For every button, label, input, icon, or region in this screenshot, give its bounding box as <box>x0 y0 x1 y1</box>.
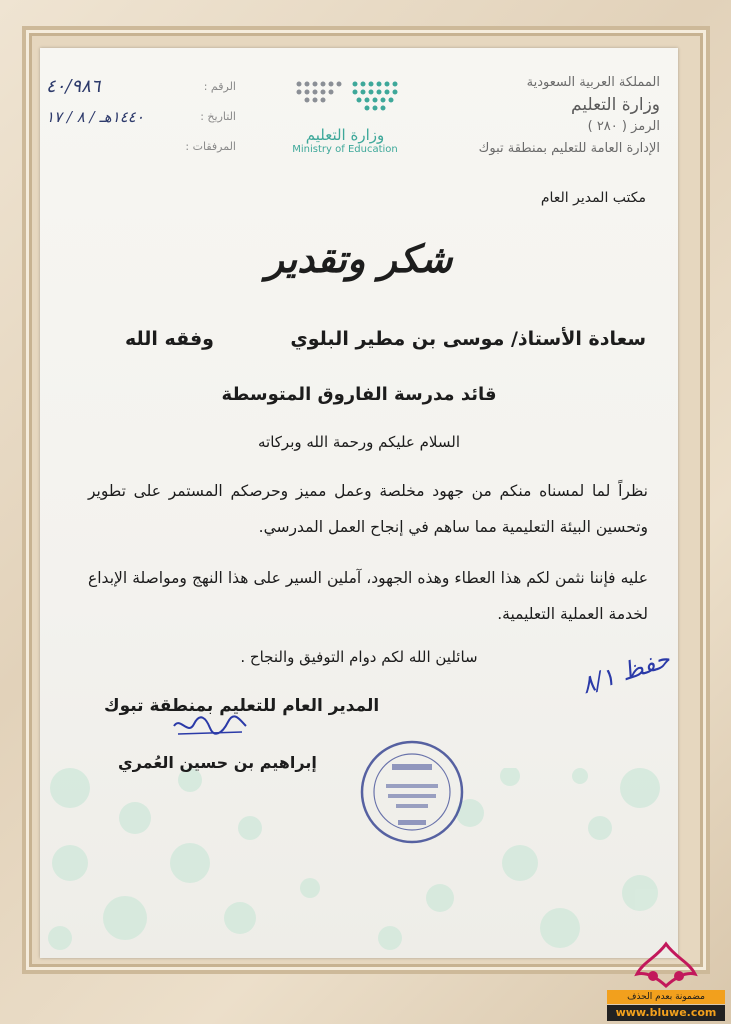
date-label: التاريخ : <box>200 110 236 123</box>
paragraph-2: عليه فإننا نثمن لكم هذا العطاء وهذه الجهود، آملين السير على هذا النهج ومواصلة الإبداع لخدمة العملية التعليمية. <box>88 569 648 623</box>
brand-logo-icon <box>631 940 701 990</box>
certificate-paper <box>40 48 678 958</box>
number-value: ٤٠/٩٨٦ <box>46 76 101 97</box>
certificate-title: شكر وتقدير <box>265 236 453 281</box>
reference-block <box>46 72 236 162</box>
signatory-name: إبراهيم بن حسين العُمري <box>118 753 317 772</box>
paragraph-1: نظراً لما لمسناه منكم من جهود مخلصة وعمل مميز وحرصكم المستمر على تطوير وتحسين البيئة التعليمية مما ساهم في إنجاح العمل المدرسي. <box>88 482 648 536</box>
signatory-title: المدير العام للتعليم بمنطقة تبوك <box>104 696 380 716</box>
ministry-code: الرمز ( ٢٨٠ ) <box>587 119 660 134</box>
handwritten-note: حفظ ٨/١ <box>577 644 674 700</box>
directorate-name: الإدارة العامة للتعليم بمنطقة تبوك <box>478 141 660 156</box>
ministry-logo-icon <box>285 76 405 124</box>
greeting: السلام عليكم ورحمة الله وبركاته <box>258 433 460 451</box>
addressee-position: قائد مدرسة الفاروق المتوسطة <box>221 384 497 405</box>
country-name: المملكة العربية السعودية <box>526 75 660 90</box>
number-label: الرقم : <box>203 80 236 93</box>
attachments-label: المرفقات : <box>185 140 236 153</box>
office-name: مكتب المدير العام <box>540 190 646 206</box>
logo-english-text: Ministry of Education <box>292 144 398 155</box>
brand-url: www.bluwe.com <box>607 1005 725 1021</box>
brand-caption: مضمونة بعدم الحذف <box>607 990 725 1004</box>
addressee-blessing: وفقه الله <box>125 328 214 350</box>
date-value: ١٤٤٠هـ / ٨ / ١٧ <box>46 108 144 126</box>
addressee-name: سعادة الأستاذ/ موسى بن مطير البلوي <box>290 328 646 350</box>
signature-scribble <box>170 714 250 740</box>
ministry-name: وزارة التعليم <box>571 95 660 115</box>
ministry-logo <box>265 76 425 166</box>
closing-line: سائلين الله لكم دوام التوفيق والنجاح . <box>240 648 478 666</box>
site-watermark-badge <box>605 940 725 1024</box>
ministry-header-block <box>479 72 660 160</box>
logo-arabic-text: وزارة التعليم <box>305 126 385 144</box>
official-stamp <box>358 738 466 846</box>
